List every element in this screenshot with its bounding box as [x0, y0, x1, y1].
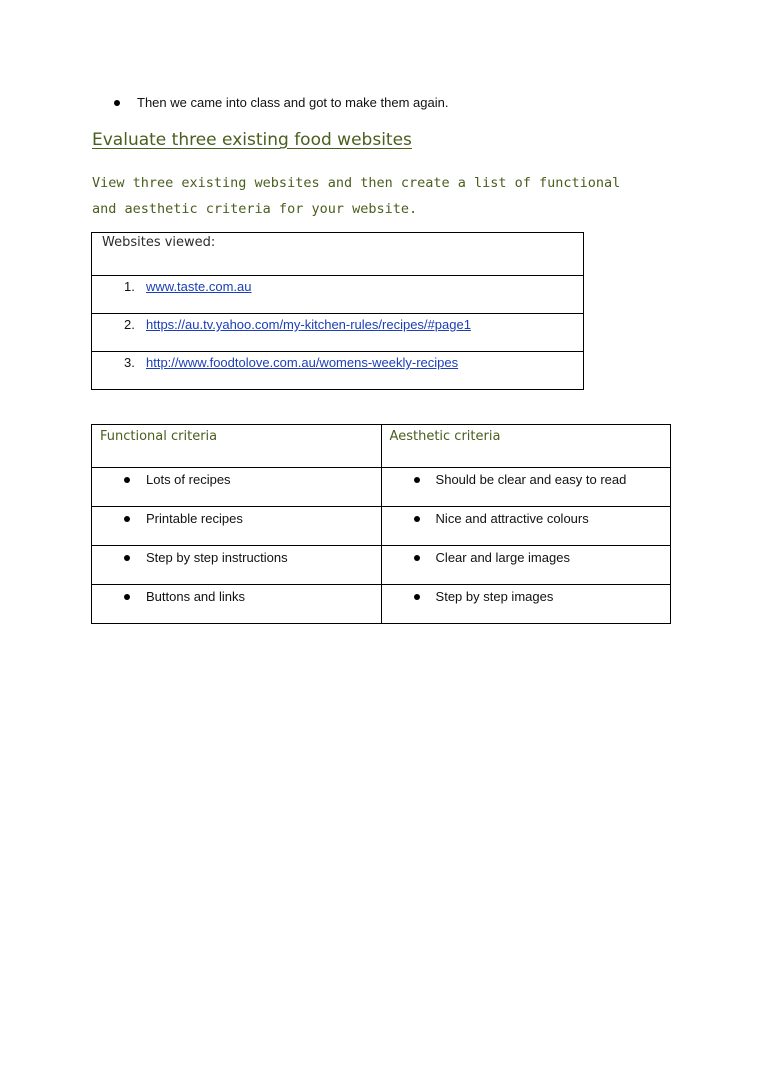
website-link[interactable]: https://au.tv.yahoo.com/my-kitchen-rules/recipes/#page1	[146, 317, 471, 332]
aesthetic-criterion-cell	[381, 468, 670, 507]
criteria-table	[91, 424, 671, 624]
website-link[interactable]: www.taste.com.au	[146, 279, 252, 294]
section-heading: Evaluate three existing food websites	[92, 130, 412, 150]
aesthetic-criterion-cell	[381, 585, 670, 624]
functional-criterion-cell	[92, 546, 382, 585]
intro-bullet-text: Then we came into class and got to make them again.	[137, 95, 449, 110]
functional-criteria-header: Functional criteria	[100, 429, 218, 444]
bullet-icon	[124, 477, 130, 483]
functional-criterion-cell	[92, 585, 382, 624]
aesthetic-criterion-cell	[381, 507, 670, 546]
functional-header-cell	[92, 425, 382, 468]
aesthetic-criterion: Should be clear and easy to read	[435, 472, 627, 487]
bullet-icon	[414, 594, 420, 600]
website-row	[92, 276, 584, 314]
websites-header: Websites viewed:	[102, 235, 216, 250]
website-row	[92, 314, 584, 352]
aesthetic-header-cell	[381, 425, 670, 468]
functional-criterion-cell	[92, 507, 382, 546]
intro-bullet-item	[114, 95, 448, 110]
bullet-icon	[124, 555, 130, 561]
aesthetic-criteria-header: Aesthetic criteria	[389, 429, 501, 444]
functional-criterion: Buttons and links	[146, 589, 246, 604]
website-row	[92, 352, 584, 390]
aesthetic-criterion-cell	[381, 546, 670, 585]
bullet-icon	[414, 477, 420, 483]
functional-criterion: Step by step instructions	[146, 550, 288, 565]
functional-criterion: Lots of recipes	[146, 472, 231, 487]
aesthetic-criterion: Step by step images	[435, 589, 554, 604]
bullet-icon	[114, 100, 120, 106]
website-number: 1.	[124, 279, 135, 294]
websites-table	[91, 232, 584, 390]
website-link[interactable]: http://www.foodtolove.com.au/womens-weekly-recipes	[146, 355, 459, 370]
functional-criterion-cell	[92, 468, 382, 507]
bullet-icon	[124, 594, 130, 600]
aesthetic-criterion: Nice and attractive colours	[435, 511, 589, 526]
bullet-icon	[414, 555, 420, 561]
aesthetic-criterion: Clear and large images	[435, 550, 570, 565]
bullet-icon	[124, 516, 130, 522]
websites-header-cell	[92, 233, 584, 276]
bullet-icon	[414, 516, 420, 522]
instructions-text: View three existing websites and then create a list of functional and aesthetic criteria for your website.	[92, 175, 621, 217]
functional-criterion: Printable recipes	[146, 511, 243, 526]
website-number: 2.	[124, 317, 135, 332]
website-number: 3.	[124, 355, 135, 370]
